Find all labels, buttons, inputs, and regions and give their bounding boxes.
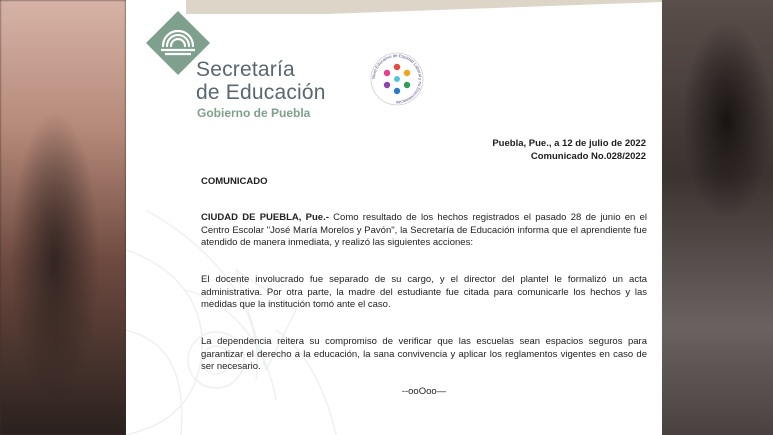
document-page [126, 0, 662, 435]
background-right [662, 0, 773, 435]
paragraph-1-body: Como resultado de los hechos registrados el pasado 28 de junio en el Centro Escolar "José María Morelos y Pavón", la Secretaría de Educación informa que el aprendiente fue atendido de manera inmediata, y realizó las siguientes acciones: [201, 212, 647, 249]
paragraph-1 [201, 212, 647, 250]
decorative-top-band [186, 0, 662, 14]
document-heading: COMUNICADO [201, 176, 268, 187]
circular-seal-icon [370, 52, 424, 106]
place-date: Puebla, Pue., a 12 de julio de 2022 [492, 138, 646, 149]
paragraph-1-lead: CIUDAD DE PUEBLA, Pue.- [201, 212, 329, 223]
logo-title [196, 58, 326, 104]
background-left [0, 0, 126, 435]
communique-number: Comunicado No.028/2022 [530, 150, 646, 162]
logo-title-line2: de Educación [196, 81, 326, 104]
paragraph-2: El docente involucrado fue separado de su cargo, y el director del plantel le formalizó un acta administrativa. Por otra parte, la madre del estudiante fue citada para comunicarle los hechos y las medidas que la institución tomó ante el caso. [201, 274, 647, 311]
logo-title-line1: Secretaría [196, 58, 295, 81]
closing-mark: --ooOoo— [401, 386, 447, 397]
seal-text: Nivel Educativo de Equidad Laboral y no Discriminación [370, 52, 424, 106]
date-block [492, 138, 646, 163]
logo-subtitle: Gobierno de Puebla [197, 106, 311, 120]
paragraph-3: La dependencia reitera su compromiso de verificar que las escuelas sean espacios seguros para garantizar el derecho a la educación, la sana convivencia y aplicar los reglamentos vigentes en caso de ser necesario. [201, 336, 647, 373]
